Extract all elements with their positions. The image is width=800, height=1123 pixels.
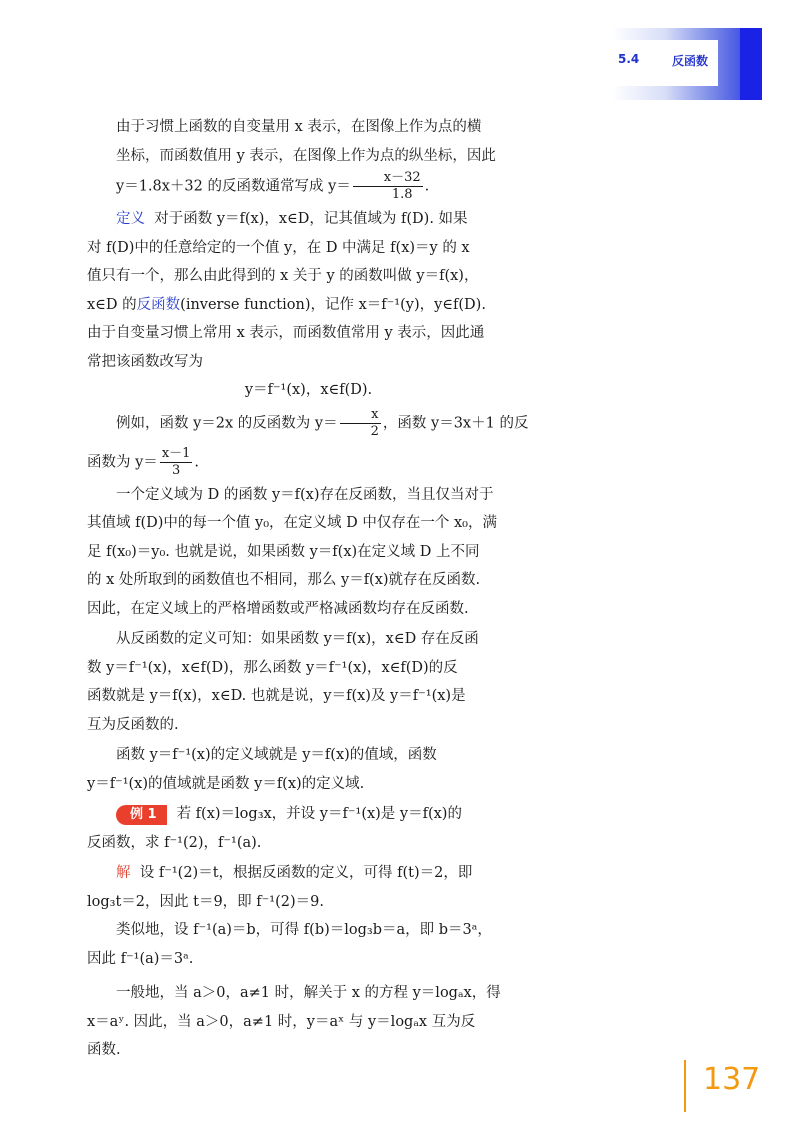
- example-inverse-paragraph: 例如，函数 y＝2x 的反函数为 y＝ $\frac{x}{2}$ ，函数 y＝3x＋1 的反: [116, 406, 529, 439]
- page-content: 由于习惯上函数的自变量用 x 表示，在图像上作为点的横 坐标，而函数值用 y 表示，在图像上作为点的纵坐标，因此 y＝1.8x＋32 的反函数通常写成 y＝ $\frac{x-32}{1.8}$ . 定义 对于函数 y＝f(x)，x∈D，记其值域为 f(D). 如果 对 f(D)中的任意给定的一个值 y，在 D 中满足 f(x)＝y 的 x 值只有一个，那么由此得到的 x 关于 y 的函数叫做 y＝f(x)， x∈D 的反函数(inverse function)，记作 x＝f⁻¹(y)，y∈f(D). 由于自变量习惯上常用 x 表示，而函数值常用 y 表示，因此通 常把该函数改写为 y＝f⁻¹(x)，x∈f(D). 例如，函数 y＝2x 的反函数为 y＝ $\frac{x}{2}$ ，函数 y＝3x＋1 的反 函数为 y＝ $\frac{x-1}{3}$ . 一个定义域为 D 的函数 y＝f(x)存在反函数，当且仅当对于 其值域 f(D)中的每一个值 y₀，在定义域 D 中仅存在一个 x₀，满 足 f(x₀)＝y₀. 也就是说，如果函数 y＝f(x)在定义域 D 上不同 的 x 处所取到的函数值也不相同，那么 y＝f(x)就存在反函数. 因此，在定义域上的严格增函数或严格减函数均存在反函数. 从反函数的定义可知：如果函数 y＝f(x)，x∈D 存在反函 数 y＝f⁻¹(x)，x∈f(D)，那么函数 y＝f⁻¹(x)，x∈f(D)的反 函数就是 y＝f(x)，x∈D. 也就是说，y＝f(x)及 y＝f⁻¹(x)是 互为反函数的. 函数 y＝f⁻¹(x)的定义域就是 y＝f(x)的值域，函数 y＝f⁻¹(x)的值域就是函数 y＝f(x)的定义域. 例 1 若 f(x)＝log₃x，并设 y＝f⁻¹(x)是 y＝f(x)的 反函数，求 f⁻¹(2)，f⁻¹(a). 解 设 f⁻¹(2)＝t，根据反函数的定义，可得 f(t)＝2，即 log₃t＝2，因此 t＝9，即 f⁻¹(2)＝9. 类似地，设 f⁻¹(a)＝b，可得 f(b)＝log₃b＝a，即 b＝3ᵃ， 因此 f⁻¹(a)＝3ᵃ. 一般地，当 a＞0，a≠1 时，解关于 x 的方程 y＝logₐx，得 x＝aʸ. 因此，当 a＞0，a≠1 时，y＝aˣ 与 y＝logₐx 互为反 函数.: [87, 113, 530, 1065]
- term-highlight: 反函数: [136, 296, 181, 313]
- fraction: $\frac{x}{2}$: [340, 407, 381, 440]
- solution-label: 解: [116, 865, 131, 881]
- section-title: 反函数: [672, 54, 709, 68]
- text-line-with-fraction: y＝1.8x＋32 的反函数通常写成 y＝ $\frac{x-32}{1.8}$ .: [116, 170, 430, 202]
- text-line: 由于自变量习惯上常用 x 表示，而函数值常用 y 表示，因此通: [87, 325, 485, 341]
- text-line: 由于习惯上函数的自变量用 x 表示，在图像上作为点的横: [116, 119, 482, 135]
- intro-paragraph: [87, 113, 530, 203]
- formula: y＝f⁻¹(x)，x∈f(D).: [244, 382, 373, 398]
- header-accent-block: [740, 28, 762, 100]
- fraction: $\frac{x-32}{1.8}$: [353, 170, 423, 203]
- log-paragraph: 一般地，当 a＞0，a≠1 时，解关于 x 的方程 y＝logₐx，得 x＝aʸ. 因此，当 a＞0，a≠1 时，y＝aˣ 与 y＝logₐx 互为反 函数.: [87, 985, 501, 1058]
- fraction: $\frac{x-1}{3}$: [161, 445, 191, 478]
- definition-label: 定义: [116, 211, 145, 227]
- definition-paragraph: 定义 对于函数 y＝f(x)，x∈D，记其值域为 f(D). 如果 对 f(D)中的任意给定的一个值 y，在 D 中满足 f(x)＝y 的 x 值只有一个，那么由此得到的 x 关于 y 的函数叫做 y＝f(x)， x∈D 的反函数(inverse function)，记作 x＝f⁻¹(y)，y∈f(D). 由于自变量习惯上常用 x 表示，而函数值常用 y 表示，因此通 常把该函数改写为: [87, 205, 530, 376]
- text-line: 坐标，而函数值用 y 表示，在图像上作为点的纵坐标，因此: [116, 147, 496, 164]
- text-line: 常把该函数改写为: [87, 353, 203, 370]
- page-number: 137: [703, 1062, 761, 1097]
- text-line: 对 f(D)中的任意给定的一个值 y，在 D 中满足 f(x)＝y 的 x: [87, 239, 470, 256]
- section-number: 5.4: [618, 52, 640, 66]
- text-line: 值只有一个，那么由此得到的 x 关于 y 的函数叫做 y＝f(x)，: [87, 268, 479, 284]
- mutual-inverse-paragraph: 从反函数的定义可知：如果函数 y＝f(x)，x∈D 存在反函 数 y＝f⁻¹(x)，x∈f(D)，那么函数 y＝f⁻¹(x)，x∈f(D)的反 函数就是 y＝f(x)，x∈D. 也就是说，y＝f(x)及 y＝f⁻¹(x)是 互为反函数的.: [87, 631, 479, 733]
- solution: 解 设 f⁻¹(2)＝t，根据反函数的定义，可得 f(t)＝2，即 log₃t＝2，因此 t＝9，即 f⁻¹(2)＝9. 类似地，设 f⁻¹(a)＝b，可得 f(b)＝log₃b＝a，即 b＝3ᵃ， 因此 f⁻¹(a)＝3ᵃ.: [87, 865, 492, 967]
- page-number-rule: [684, 1060, 686, 1112]
- existence-paragraph: 一个定义域为 D 的函数 y＝f(x)存在反函数，当且仅当对于 其值域 f(D)中的每一个值 y₀，在定义域 D 中仅存在一个 x₀，满 足 f(x₀)＝y₀. 也就是说，如果函数 y＝f(x)在定义域 D 上不同 的 x 处所取到的函数值也不相同，那么 y＝f(x)就存在反函数. 因此，在定义域上的严格增函数或严格减函数均存在反函数.: [87, 486, 497, 617]
- example-1: 例 1 若 f(x)＝log₃x，并设 y＝f⁻¹(x)是 y＝f(x)的 反函数，求 f⁻¹(2)，f⁻¹(a).: [87, 806, 462, 851]
- domain-range-paragraph: 函数 y＝f⁻¹(x)的定义域就是 y＝f(x)的值域，函数 y＝f⁻¹(x)的值域就是函数 y＝f(x)的定义域.: [87, 747, 437, 792]
- example-tag: 例 1: [116, 805, 167, 825]
